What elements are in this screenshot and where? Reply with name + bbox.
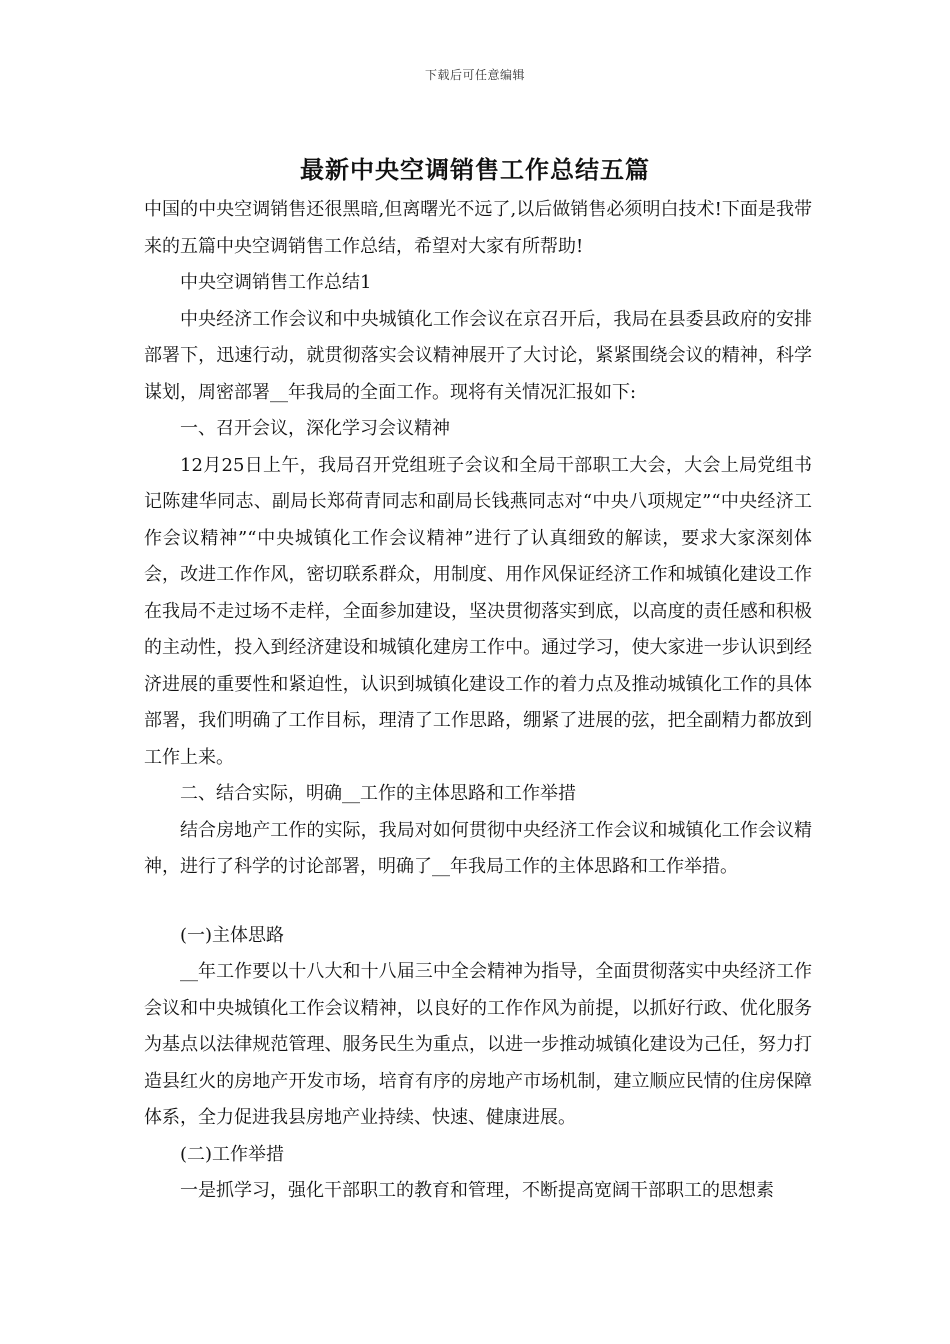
header-note: 下载后可任意编辑: [424, 68, 525, 82]
subsection-heading: 二、结合实际，明确__工作的主体思路和工作举措: [180, 783, 576, 804]
subsection-heading: (一)主体思路: [180, 924, 285, 946]
body-paragraph: 中央经济工作会议和中央城镇化工作会议在京召开后，我局在县委县政府的安排部署下，迅速行动，就贯彻落实会议精神展开了大讨论，紧紧围绕会议的精神，科学谋划，周密部署__年我局的全面工作。现将有关情况汇报如下:: [144, 308, 812, 403]
document-title: 最新中央空调销售工作总结五篇: [300, 156, 650, 184]
subsection-heading: (二)工作举措: [180, 1143, 285, 1165]
document-body: [144, 192, 812, 1210]
section-heading: 中央空调销售工作总结1: [180, 272, 372, 293]
body-paragraph: __年工作要以十八大和十八届三中全会精神为指导，全面贯彻落实中央经济工作会议和中央城镇化工作会议精神，以良好的工作作风为前提，以抓好行政、优化服务为基点以法律规范管理、服务民生为重点，以进一步推动城镇化建设为己任，努力打造县红火的房地产开发市场，培育有序的房地产市场机制，建立顺应民情的住房保障体系，全力促进我县房地产业持续、快速、健康进展。: [144, 961, 812, 1128]
body-paragraph: 结合房地产工作的实际，我局对如何贯彻中央经济工作会议和城镇化工作会议精神，进行了科学的讨论部署，明确了__年我局工作的主体思路和工作举措。: [144, 819, 812, 877]
body-paragraph: 一是抓学习，强化干部职工的教育和管理，不断提高宽阔干部职工的思想素: [180, 1180, 774, 1201]
intro-paragraph: 中国的中央空调销售还很黑暗,但离曙光不远了,以后做销售必须明白技术!下面是我带来的五篇中央空调销售工作总结，希望对大家有所帮助!: [144, 199, 812, 257]
subsection-heading: 一、召开会议，深化学习会议精神: [180, 418, 450, 439]
body-paragraph: 12月25日上午，我局召开党组班子会议和全局干部职工大会，大会上局党组书记陈建华同志、副局长郑荷青同志和副局长钱燕同志对“中央八项规定”“中央经济工作会议精神”“中央城镇化工作会议精神”进行了认真细致的解读，要求大家深刻体会，改进工作作风，密切联系群众，用制度、用作风保证经济工作和城镇化建设工作在我局不走过场不走样，全面参加建设，坚决贯彻落实到底，以高度的责任感和积极的主动性，投入到经济建设和城镇化建房工作中。通过学习，使大家进一步认识到经济进展的重要性和紧迫性，认识到城镇化建设工作的着力点及推动城镇化工作的具体部署，我们明确了工作目标，理清了工作思路，绷紧了进展的弦，把全副精力都放到工作上来。: [144, 454, 812, 768]
